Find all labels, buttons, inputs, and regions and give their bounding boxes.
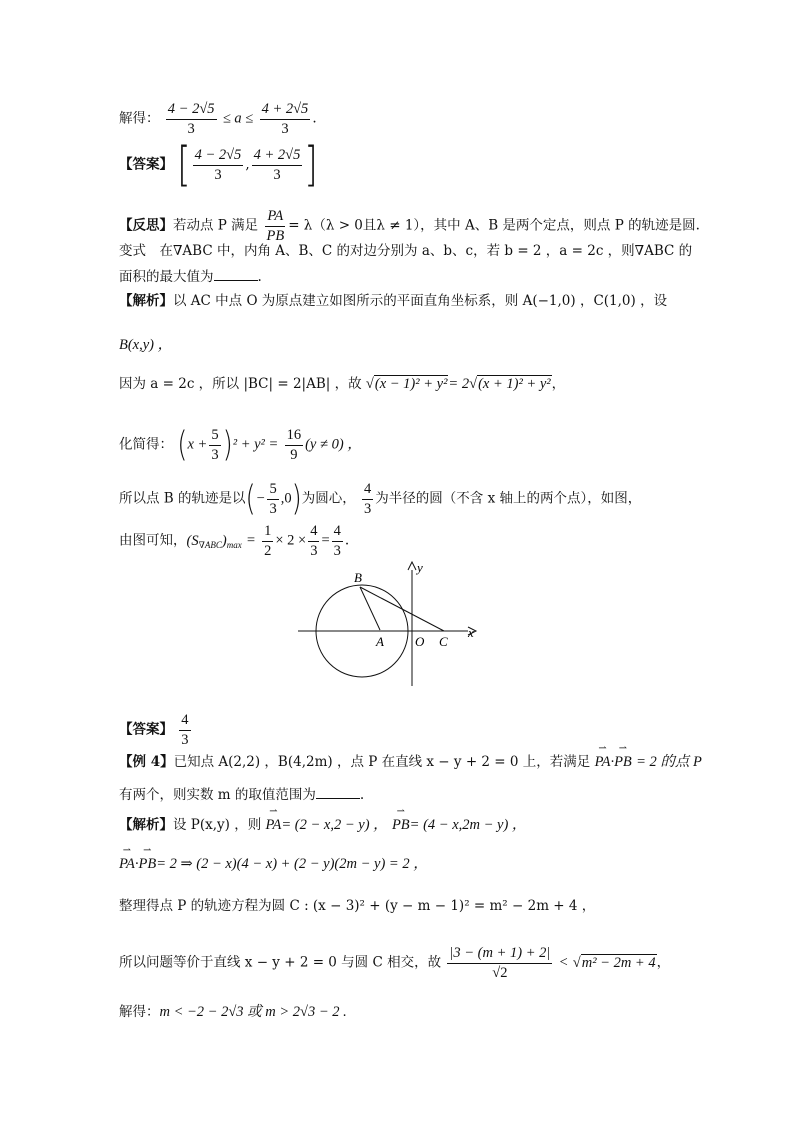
fraction: $\frac{4 - 2√5}{3}$ (167, 101, 215, 137)
label-analysis: 【解析】 (119, 817, 173, 833)
segment-ba (360, 587, 380, 630)
answer-blank (214, 268, 258, 281)
analysis-2-line-1: 【解析】设 P(x,y) ，则 ⇀ PA= (2 − x,2 − y) ， ⇀ PB= (4 − x,2m − y) ， (119, 818, 526, 833)
variant-problem-line-2: 面积的最大值为 . (119, 269, 262, 285)
fraction: $\frac{4 + 2√5}{3}$ (253, 147, 301, 183)
fraction: $\frac{16}{9}$ (286, 427, 302, 463)
reflection-line: 【反思】若动点 P 满足 $\frac{PA}{PB}$ = λ（λ > 0且λ ≠ 1），其中 A、B 是两个定点，则点 P 的轨迹是圆. (119, 208, 700, 244)
label-analysis: 【解析】 (119, 293, 173, 309)
label-c: C (439, 634, 448, 649)
y-axis-arrow (408, 562, 416, 570)
analysis-line-2: B(x,y) ， (119, 337, 173, 353)
fraction: $\frac{4}{3}$ (364, 481, 372, 517)
label-x: x (468, 625, 474, 640)
variant-problem-line-1: 变式 在∇ABC 中，内角 A、B、C 的对边分别为 a、b、c，若 b = 2 ，a = 2c ，则∇ABC 的 (119, 243, 693, 259)
segment-bc (360, 587, 444, 631)
label-example: 【例 4】 (119, 754, 174, 770)
analysis-2-line-2: ⇀ PA·⇀ PB= 2 ⇒ (2 − x)(4 − x) + (2 − y)(2m − y) = 2 ， (119, 857, 428, 872)
fraction: $\frac{5}{3}$ (269, 481, 277, 517)
analysis-line-1: 【解析】以 AC 中点 O 为原点建立如图所示的平面直角坐标系，则 A(−1,0) ，C(1,0) ，设 (119, 293, 668, 309)
example-4-line-1: 【例 4】已知点 A(2,2) ，B(4,2m) ，点 P 在直线 x − y + 2 = 0 上，若满足 ⇀ PA·⇀ PB = 2 的点 P (119, 755, 702, 770)
label-y: y (417, 560, 423, 575)
fraction: $\frac{4}{3}$ (333, 523, 341, 559)
fraction: $\frac{1}{2}$ (264, 523, 272, 559)
label-a: A (376, 634, 384, 649)
analysis-2-line-5: 解得：m < −2 − 2√3 或 m > 2√3 − 2 . (119, 1004, 347, 1020)
answer-line-2 (119, 712, 193, 748)
fraction: $\frac{5}{3}$ (211, 427, 219, 463)
label-answer: 【答案】 (119, 721, 173, 738)
circle-figure (290, 560, 490, 690)
answer-blank (316, 786, 360, 799)
answer-line-1: 【答案】 [ $\frac{4 - 2√5}{3}$ , $\frac{4 + 2√5}{3}$ ] (119, 137, 318, 194)
label-jiede: 解得： (119, 110, 160, 127)
analysis-line-6: 由图可知，$(S_{\nabla ABC})_{max}$ = $\frac{1}{2}$ × 2 × $\frac{4}{3}$ = $\frac{4}{3}$ . (119, 523, 350, 559)
fraction: $\frac{PA}{PB}$ (266, 208, 285, 244)
label-answer: 【答案】 (119, 156, 173, 173)
fraction: $\frac{|3 - (m + 1) + 2|}{√2}$ (449, 945, 551, 981)
fraction: $\frac{4}{3}$ (310, 523, 318, 559)
analysis-line-4: 化简得： (x + $\frac{5}{3}$ )² + y² = $\frac{16}{9}$ (y ≠ 0) ， (119, 424, 362, 466)
label-b: B (354, 570, 362, 585)
fraction: $\frac{4 + 2√5}{3}$ (261, 101, 309, 137)
analysis-line-5: 所以点 B 的轨迹是以(− $\frac{5}{3}$ ,0)为圆心， $\frac{4}{3}$ 为半径的圆（不含 x 轴上的两个点），如图， (119, 478, 642, 520)
label-o: O (415, 634, 425, 649)
fraction: $\frac{4 - 2√5}{3}$ (194, 147, 242, 183)
analysis-line-3: 因为 a = 2c ，所以 |BC| = 2|AB| ，故 √(x − 1)² + y²= 2√(x + 1)² + y²， (119, 376, 566, 392)
solution-line-1: 解得： $\frac{4 - 2√5}{3}$ ≤ a ≤ $\frac{4 + 2√5}{3}$ . (119, 101, 317, 137)
example-4-line-2: 有两个，则实数 m 的取值范围为 . (119, 787, 365, 803)
label-reflection: 【反思】 (119, 217, 173, 234)
analysis-2-line-4: 所以问题等价于直线 x − y + 2 = 0 与圆 C 相交，故 $\frac{|3 - (m + 1) + 2|}{√2}$ < √m² − 2m + 4， (119, 945, 671, 981)
fraction: $\frac{4}{3}$ (181, 712, 189, 748)
analysis-2-line-3: 整理得点 P 的轨迹方程为圆 C : (x − 3)² + (y − m − 1)² = m² − 2m + 4 ， (119, 898, 596, 914)
